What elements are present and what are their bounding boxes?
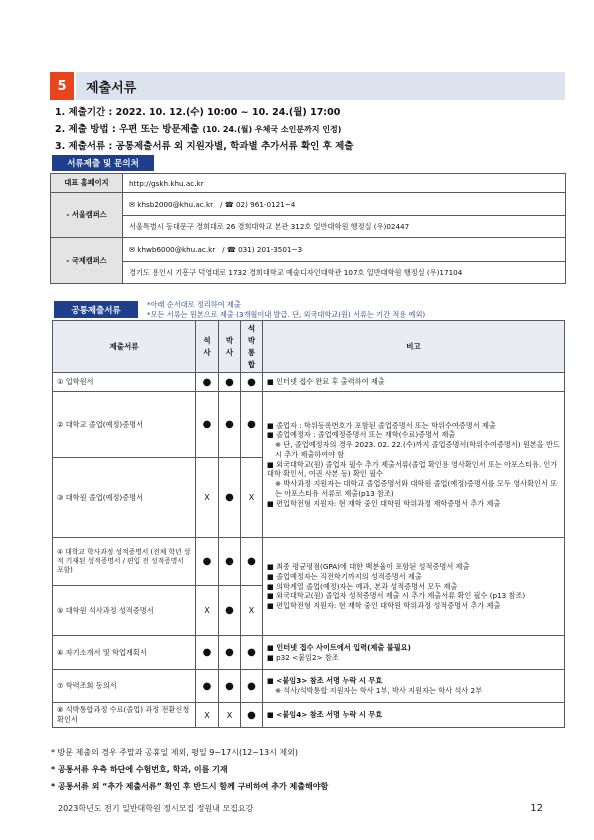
col-header-note: 비고 (263, 321, 565, 373)
note-transcript: ■ 최종 평균평점(GPA)에 대한 백분율이 포함된 성적증명서 제출 ■ 졸업예정자는 직전학기까지의 성적증명서 제출 ■ 의학계열 졸업(예정)자는 예과, 본과 성적증명서 모두 제출 ■ 외국대학교(원) 졸업자 성적증명서 제출 시 추가 제출서류 확인 필수 (p13 참조) ■ 편입학전형 지원자: 현 재학 중인 대학원 학위과정 성적증명서 추가 제출 (263, 538, 565, 636)
submission-info (55, 104, 565, 155)
docs-tag: 공통제출서류 (54, 301, 138, 318)
col-header-integrated: 석 박 통 합 (241, 321, 263, 373)
footnotes (51, 744, 328, 795)
seoul-campus-label: - 서울캠퍼스 (51, 193, 123, 238)
docs-note-original: *모든 서류는 원본으로 제출 (3개월이내 발급. 단, 외국대학교(원) 서류는 기간 적용 예외) (147, 309, 426, 319)
col-header-document: 제출서류 (53, 321, 196, 373)
col-header-master: 석 사 (196, 321, 219, 373)
docs-notes (147, 300, 425, 319)
global-campus-label: - 국제캠퍼스 (51, 238, 123, 284)
section-number: 5 (50, 72, 74, 100)
contact-tag: 서류제출 및 문의처 (52, 155, 154, 171)
seoul-contact (123, 193, 566, 216)
docs-header-row (53, 321, 565, 373)
global-email[interactable]: ✉ khwb6000@khu.ac.kr (129, 245, 216, 254)
seoul-email[interactable]: ✉ khsb2000@khu.ac.kr (129, 199, 214, 209)
table-row: ② 대학교 졸업(예정)증명서 ● ● ● ■ 졸업자 : 학위등록번호가 포함된 졸업증명서 또는 학위수여증명서 제출 ■ 졸업예정자 : 졸업예정증명서 또는 재학(수료)증명서 제출 ※ 단, 졸업예정자의 경우 2023. 02. 22.(수)까지 졸업증명서(학위수여증명서) 원본을 반드시 추가 제출하여야 함 ■ 외국대학교(원) 졸업자 필수 추가 제출서류(졸업 확인용 영사확인서 또는 아포스티유. 인가대학 확인서, 여권 사본 등) 확인 필수 ※ 박사과정 지원자는 대학교 졸업증명서와 대학원 졸업(예정)증명서를 모두 영사확인서 또는 아포스티유 서류로 제출(p13 참조) ■ 편입학전형 지원자: 현 재학 중인 대학원 학위과정 재학증명서 추가 제출 (53, 392, 565, 458)
global-address: 경기도 용인시 기흥구 덕영대로 1732 경희대학교 예술디자인대학관 107호 일반대학원 행정실 (우)17104 (123, 262, 566, 284)
submission-period: 1. 제출기간 : 2022. 10. 12.(수) 10:00 ~ 10. 24.(월) 17:00 (55, 107, 341, 118)
table-row: ③ 대학원 졸업(예정)증명서 X ● X (53, 458, 565, 538)
col-header-doctor: 박 사 (219, 321, 241, 373)
homepage-url[interactable]: http://gskh.khu.ac.kr (123, 174, 566, 193)
seoul-phone: / ☎ 02) 961-0121~4 (220, 199, 296, 209)
table-row: ⑦ 학력조회 동의서 ● ● ● ■ <붙임3> 참조 서명 누락 시 무효 ※ 석사/석박통합 지원자는 학사 1부, 박사 지원자는 학사 석사 2부 (53, 670, 565, 703)
footnote-visit: * 방문 제출의 경우 주말과 공휴일 제외, 평일 9~17시(12~13시 제외) (51, 748, 298, 757)
section-title: 제출서류 (76, 72, 565, 100)
seoul-address: 서울특별시 동대문구 경희대로 26 경희대학교 본관 312호 일반대학원 행정실 (우)02447 (123, 216, 566, 238)
table-row: ⑤ 대학원 석사과정 성적증명서 X ● X (53, 586, 565, 636)
table-row: ⑥ 자기소개서 및 학업계획서 ● ● ● ■ 인터넷 접수 사이트에서 입력(제출 불필요) ■ p32 <붙임2> 참조 (53, 636, 565, 670)
footnote-label: * 공통서류 우측 하단에 수험번호, 학과, 이름 기재 (51, 765, 228, 774)
submission-method-note: (10. 24.(월) 우체국 소인분까지 인정) (202, 125, 342, 134)
note-consent: ■ <붙임3> 참조 서명 누락 시 무효 ※ 석사/석박통합 지원자는 학사 1부, 박사 지원자는 학사 석사 2부 (263, 670, 565, 703)
submission-documents: 3. 제출서류 : 공통제출서류 외 지원자별, 학과별 추가서류 확인 후 제출 (55, 141, 354, 152)
footnote-additional: * 공통서류 외 “추가 제출서류” 확인 후 반드시 함께 구비하여 추가 제출해야함 (51, 782, 329, 791)
page-footer (58, 803, 543, 814)
homepage-label: 대표 홈페이지 (51, 174, 123, 193)
docs-note-order: *아래 순서대로 정리하여 제출 (147, 300, 241, 309)
note-essay: ■ 인터넷 접수 사이트에서 입력(제출 불필요) ■ p32 <붙임2> 참조 (263, 636, 565, 670)
footer-title: 2023학년도 전기 일반대학원 정시모집 정원내 모집요강 (58, 804, 254, 813)
page-number: 12 (530, 803, 543, 814)
note-graduation: ■ 졸업자 : 학위등록번호가 포함된 졸업증명서 또는 학위수여증명서 제출 ■ 졸업예정자 : 졸업예정증명서 또는 재학(수료)증명서 제출 ※ 단, 졸업예정자의 경우 2023. 02. 22.(수)까지 졸업증명서(학위수여증명서) 원본을 반드시 추가 제출하여야 함 ■ 외국대학교(원) 졸업자 필수 추가 제출서류(졸업 확인용 영사확인서 또는 아포스티유. 인가대학 확인서, 여권 사본 등) 확인 필수 ※ 박사과정 지원자는 대학교 졸업증명서와 대학원 졸업(예정)증명서를 모두 영사확인서 또는 아포스티유 서류로 제출(p13 참조) ■ 편입학전형 지원자: 현 재학 중인 대학원 학위과정 재학증명서 추가 제출 (263, 392, 565, 538)
global-contact (123, 238, 566, 262)
submission-method-main: 2. 제출 방법 : 우편 또는 방문제출 (55, 124, 199, 135)
section-header (50, 72, 565, 100)
documents-table (52, 320, 565, 728)
note-conversion: ■ <붙임4> 참조 서명 누락 시 무효 (263, 703, 565, 728)
table-row: ④ 대학교 학사과정 성적증명서 (전체 학년 성적 기재된 성적증명서 / 편입 전 성적증명서 포함) ● ● ● ■ 최종 평균평점(GPA)에 대한 백분율이 포함된 성적증명서 제출 ■ 졸업예정자는 직전학기까지의 성적증명서 제출 ■ 의학계열 졸업(예정)자는 예과, 본과 성적증명서 모두 제출 ■ 외국대학교(원) 졸업자 성적증명서 제출 시 추가 제출서류 확인 필수 (p13 참조) ■ 편입학전형 지원자: 현 재학 중인 대학원 학위과정 성적증명서 추가 제출 (53, 538, 565, 586)
homepage-row (51, 174, 566, 193)
submission-method (55, 121, 565, 138)
contact-table (50, 173, 566, 284)
global-phone: / ☎ 031) 201-3501~3 (222, 245, 303, 254)
table-row: ⑧ 석박통합과정 수료(졸업) 과정 전환신청 확인서 X X ● ■ <붙임4> 참조 서명 누락 시 무효 (53, 703, 565, 728)
table-row: ① 입학원서 ● ● ● ■ 인터넷 접수 완료 후 출력하여 제출 (53, 373, 565, 392)
